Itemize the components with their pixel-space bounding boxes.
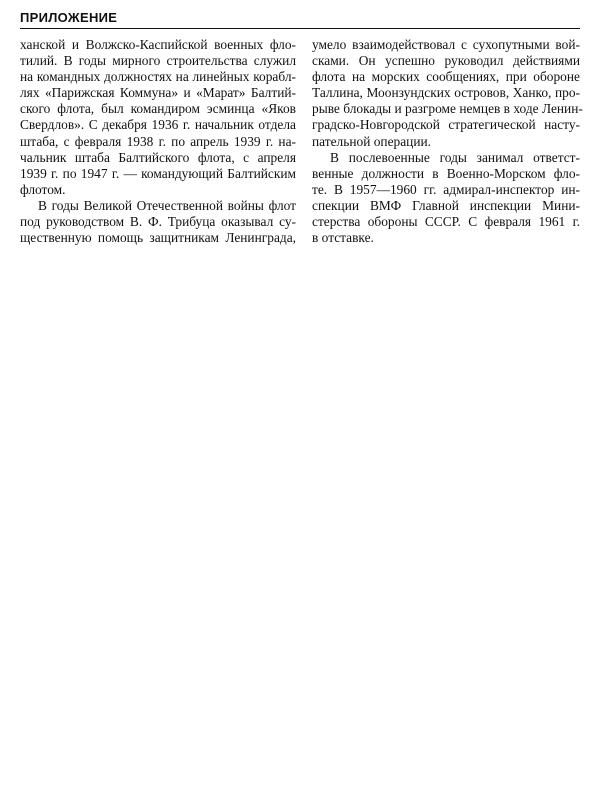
paragraph bbox=[20, 198, 296, 246]
paragraph bbox=[312, 37, 583, 150]
text-line: щественную помощь защитникам Ленинграда, bbox=[20, 230, 296, 246]
text-line: те. В 1957—1960 гг. адмирал-инспектор ин- bbox=[312, 181, 580, 197]
header-rule bbox=[20, 28, 580, 29]
text-line: спекции ВМФ Главной инспекции Мини- bbox=[312, 197, 580, 213]
paragraph bbox=[312, 150, 580, 247]
text-line: чальник штаба Балтийского флота, с апреля bbox=[20, 149, 296, 165]
left-column bbox=[20, 37, 296, 246]
text-line: ского флота, был командиром эсминца «Яков bbox=[20, 101, 296, 117]
text-line: лях «Парижская Коммуна» и «Марат» Балтий- bbox=[20, 85, 296, 101]
text-line: флота на морских сообщениях, при обороне bbox=[312, 69, 580, 85]
text-line: градско-Новгородской стратегической насту- bbox=[312, 117, 580, 133]
text-line: Свердлов». С декабря 1936 г. начальник отдела bbox=[20, 117, 296, 133]
text-line: сками. Он успешно руководил действиями bbox=[312, 53, 580, 69]
text-line: тилий. В годы мирного строительства служил bbox=[20, 53, 296, 69]
text-line: рыве блокады и разгроме немцев в ходе Ленин- bbox=[312, 101, 583, 117]
text-line: штаба, с февраля 1938 г. по апрель 1939 г. на- bbox=[20, 133, 296, 149]
text-line: В послевоенные годы занимал ответст- bbox=[330, 149, 580, 165]
right-column bbox=[312, 37, 583, 246]
text-line: пательной операции. bbox=[312, 133, 432, 149]
text-line: умело взаимодействовал с сухопутными вой- bbox=[312, 37, 580, 52]
text-line: стерства обороны СССР. С февраля 1961 г. bbox=[312, 214, 580, 230]
text-line: В годы Великой Отечественной войны флот bbox=[38, 197, 296, 213]
text-line: в отставке. bbox=[312, 230, 374, 246]
text-line: венные должности в Военно-Морском фло- bbox=[312, 165, 580, 181]
running-head: ПРИЛОЖЕНИЕ bbox=[20, 10, 118, 25]
text-line: под руководством В. Ф. Трибуца оказывал су- bbox=[20, 214, 296, 230]
text-line: ханской и Волжско-Каспийской военных фло- bbox=[20, 37, 296, 52]
text-line: Таллина, Моонзундских островов, Ханко, про- bbox=[312, 85, 580, 101]
text-line: 1939 г. по 1947 г. — командующий Балтийским bbox=[20, 165, 296, 181]
paragraph bbox=[20, 37, 296, 198]
text-line: флотом. bbox=[20, 181, 66, 197]
text-line: на командных должностях на линейных корабл- bbox=[20, 69, 296, 85]
